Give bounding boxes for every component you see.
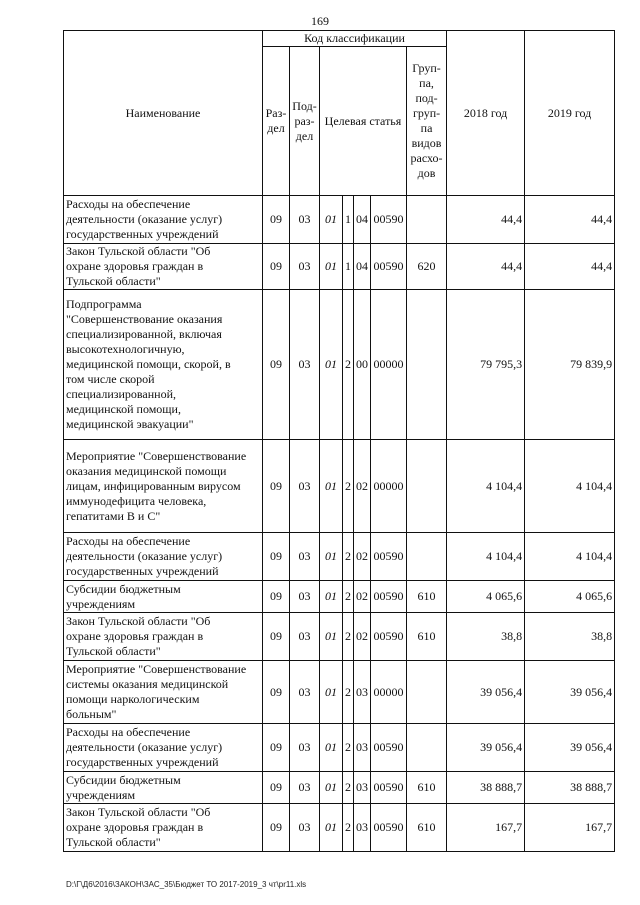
row-subsection: 03: [290, 290, 320, 440]
row-target-event: 00: [354, 290, 371, 440]
row-amount-2018: 39 056,4: [447, 661, 525, 724]
row-section: 09: [263, 244, 290, 290]
row-target-event: 04: [354, 196, 371, 244]
row-target-direction: 00590: [371, 772, 407, 804]
row-target-direction: 00590: [371, 804, 407, 852]
row-amount-2019: 39 056,4: [525, 661, 615, 724]
row-amount-2019: 38 888,7: [525, 772, 615, 804]
row-name: Мероприятие "Совершенствование оказания медицинской помощи лицам, инфицированным вирусом иммунодефицита человека, гепатитами В и С": [64, 440, 263, 533]
row-target-program: 01: [320, 661, 343, 724]
row-target-program: 01: [320, 533, 343, 581]
table-row: [64, 244, 615, 290]
header-target-article: Целевая статья: [320, 47, 407, 196]
row-section: 09: [263, 290, 290, 440]
row-target-direction: 00590: [371, 196, 407, 244]
row-subsection: 03: [290, 724, 320, 772]
row-amount-2019: 38,8: [525, 613, 615, 661]
file-path-footer: D:\Г\Д6\2016\ЗАКОН\ЗАС_35\Бюджет ТО 2017-2019_3 чт\pr11.xls: [66, 880, 307, 889]
row-expense-group: [407, 724, 447, 772]
row-target-program: 01: [320, 724, 343, 772]
row-target-subprogram: 2: [343, 581, 354, 613]
row-section: 09: [263, 533, 290, 581]
row-target-subprogram: 2: [343, 724, 354, 772]
row-target-direction: 00590: [371, 724, 407, 772]
row-target-subprogram: 2: [343, 613, 354, 661]
row-name: Субсидии бюджетным учреждениям: [64, 581, 263, 613]
row-subsection: 03: [290, 440, 320, 533]
row-name: Расходы на обеспечение деятельности (оказание услуг) государственных учреждений: [64, 724, 263, 772]
row-amount-2019: 44,4: [525, 196, 615, 244]
row-target-direction: 00000: [371, 661, 407, 724]
header-name: Наименование: [64, 31, 263, 196]
row-section: 09: [263, 613, 290, 661]
header-year-2018: 2018 год: [447, 31, 525, 196]
row-expense-group: [407, 196, 447, 244]
row-expense-group: [407, 533, 447, 581]
row-name: Расходы на обеспечение деятельности (оказание услуг) государственных учреждений: [64, 196, 263, 244]
row-name: Закон Тульской области "Об охране здоровья граждан в Тульской области": [64, 244, 263, 290]
row-subsection: 03: [290, 613, 320, 661]
row-target-subprogram: 2: [343, 804, 354, 852]
row-amount-2018: 38 888,7: [447, 772, 525, 804]
row-target-program: 01: [320, 290, 343, 440]
row-target-program: 01: [320, 244, 343, 290]
table-row: [64, 804, 615, 852]
row-target-program: 01: [320, 804, 343, 852]
row-name: Мероприятие "Совершенствование системы оказания медицинской помощи наркологическим больным": [64, 661, 263, 724]
row-target-direction: 00590: [371, 533, 407, 581]
row-amount-2018: 44,4: [447, 244, 525, 290]
row-target-event: 02: [354, 440, 371, 533]
row-target-event: 03: [354, 772, 371, 804]
header-row-1: [64, 31, 615, 47]
row-section: 09: [263, 440, 290, 533]
header-subsection: [290, 47, 320, 196]
row-target-program: 01: [320, 581, 343, 613]
row-expense-group: 610: [407, 581, 447, 613]
row-name: Подпрограмма "Совершенствование оказания специализированной, включая высокотехнологичную, медицинской помощи, скорой, в том числе скорой специализированной, медицинской помощи, медицинской эвакуации": [64, 290, 263, 440]
row-subsection: 03: [290, 804, 320, 852]
row-amount-2018: 44,4: [447, 196, 525, 244]
row-target-direction: 00000: [371, 290, 407, 440]
row-amount-2018: 38,8: [447, 613, 525, 661]
table-row: [64, 613, 615, 661]
row-amount-2019: 39 056,4: [525, 724, 615, 772]
row-subsection: 03: [290, 196, 320, 244]
row-amount-2018: 167,7: [447, 804, 525, 852]
row-target-direction: 00590: [371, 581, 407, 613]
row-target-program: 01: [320, 440, 343, 533]
table-row: [64, 661, 615, 724]
budget-table: [63, 30, 615, 852]
row-target-subprogram: 2: [343, 533, 354, 581]
row-subsection: 03: [290, 661, 320, 724]
table-row: [64, 724, 615, 772]
row-expense-group: 610: [407, 772, 447, 804]
table-row: [64, 533, 615, 581]
row-amount-2019: 79 839,9: [525, 290, 615, 440]
row-expense-group: 620: [407, 244, 447, 290]
row-target-subprogram: 1: [343, 196, 354, 244]
row-expense-group: [407, 661, 447, 724]
row-amount-2018: 39 056,4: [447, 724, 525, 772]
row-section: 09: [263, 661, 290, 724]
row-target-event: 03: [354, 724, 371, 772]
row-section: 09: [263, 724, 290, 772]
row-subsection: 03: [290, 772, 320, 804]
row-section: 09: [263, 772, 290, 804]
header-expense-group: [407, 47, 447, 196]
row-expense-group: [407, 290, 447, 440]
table-row: [64, 196, 615, 244]
row-target-subprogram: 1: [343, 244, 354, 290]
row-target-event: 02: [354, 581, 371, 613]
row-amount-2018: 4 104,4: [447, 440, 525, 533]
page-number: 169: [311, 14, 329, 28]
row-target-subprogram: 2: [343, 772, 354, 804]
row-amount-2018: 4 065,6: [447, 581, 525, 613]
row-subsection: 03: [290, 533, 320, 581]
row-target-program: 01: [320, 196, 343, 244]
row-subsection: 03: [290, 581, 320, 613]
row-section: 09: [263, 581, 290, 613]
header-year-2019: 2019 год: [525, 31, 615, 196]
row-name: Расходы на обеспечение деятельности (оказание услуг) государственных учреждений: [64, 533, 263, 581]
row-name: Закон Тульской области "Об охране здоровья граждан в Тульской области": [64, 804, 263, 852]
row-amount-2019: 4 065,6: [525, 581, 615, 613]
row-target-event: 04: [354, 244, 371, 290]
table-row: [64, 772, 615, 804]
row-amount-2018: 4 104,4: [447, 533, 525, 581]
row-target-event: 02: [354, 613, 371, 661]
row-target-program: 01: [320, 613, 343, 661]
row-amount-2019: 4 104,4: [525, 533, 615, 581]
header-section-label: Раз- дел: [265, 106, 287, 135]
row-target-event: 03: [354, 804, 371, 852]
row-target-program: 01: [320, 772, 343, 804]
header-subsection-label: Под- раз- дел: [292, 98, 317, 143]
row-target-subprogram: 2: [343, 290, 354, 440]
row-expense-group: [407, 440, 447, 533]
row-subsection: 03: [290, 244, 320, 290]
row-target-direction: 00590: [371, 244, 407, 290]
row-expense-group: 610: [407, 804, 447, 852]
header-section: [263, 47, 290, 196]
header-expense-group-label: Груп- па, под- груп- па видов расхо- дов: [410, 61, 443, 180]
table-row: [64, 581, 615, 613]
table-row: [64, 290, 615, 440]
row-name: Субсидии бюджетным учреждениям: [64, 772, 263, 804]
row-target-direction: 00000: [371, 440, 407, 533]
row-amount-2019: 4 104,4: [525, 440, 615, 533]
row-target-subprogram: 2: [343, 440, 354, 533]
row-name: Закон Тульской области "Об охране здоровья граждан в Тульской области": [64, 613, 263, 661]
row-amount-2019: 44,4: [525, 244, 615, 290]
row-target-direction: 00590: [371, 613, 407, 661]
row-target-subprogram: 2: [343, 661, 354, 724]
row-target-event: 03: [354, 661, 371, 724]
header-classification-code: Код классификации: [263, 31, 447, 47]
row-amount-2019: 167,7: [525, 804, 615, 852]
row-target-event: 02: [354, 533, 371, 581]
row-section: 09: [263, 804, 290, 852]
row-amount-2018: 79 795,3: [447, 290, 525, 440]
row-section: 09: [263, 196, 290, 244]
table-row: [64, 440, 615, 533]
row-expense-group: 610: [407, 613, 447, 661]
